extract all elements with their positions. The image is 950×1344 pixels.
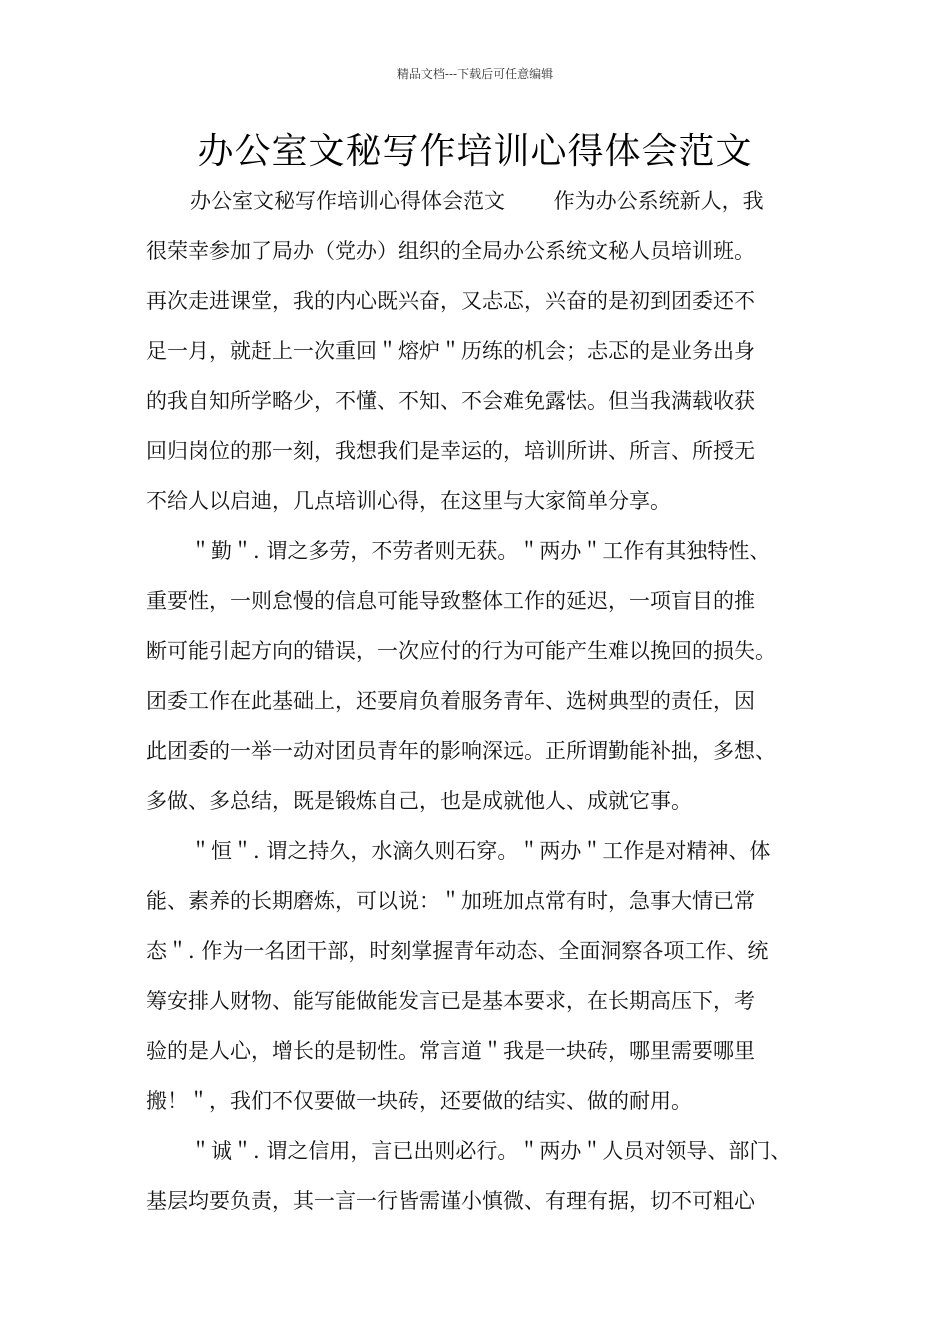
- body-line: ＂恒＂. 谓之持久，水滴久则石穿。＂两办＂工作是对精神、体: [190, 839, 771, 863]
- body-line: 回归岗位的那一刻，我想我们是幸运的，培训所讲、所言、所授无: [146, 439, 755, 463]
- body-line: 足一月，就赶上一次重回＂熔炉＂历练的机会；忐忑的是业务出身: [146, 339, 755, 363]
- body-line: 验的是人心，增长的是韧性。常言道＂我是一块砖，哪里需要哪里: [146, 1039, 755, 1063]
- body-line: 再次走进课堂，我的内心既兴奋，又忐忑，兴奋的是初到团委还不: [146, 289, 755, 313]
- document-body: [146, 176, 826, 1226]
- body-line: 很荣幸参加了局办（党办）组织的全局办公系统文秘人员培训班。: [146, 239, 755, 263]
- body-line: 能、素养的长期磨炼，可以说：＂加班加点常有时，急事大情已常: [146, 889, 755, 913]
- body-line: 多做、多总结，既是锻炼自己，也是成就他人、成就它事。: [146, 789, 692, 813]
- body-line: 此团委的一举一动对团员青年的影响深远。正所谓勤能补拙，多想、: [146, 739, 776, 763]
- body-line: 不给人以启迪，几点培训心得，在这里与大家简单分享。: [146, 489, 671, 513]
- body-line: 办公室文秘写作培训心得体会范文 作为办公系统新人，我: [190, 189, 764, 213]
- body-line: 筹安排人财物、能写能做能发言已是基本要求，在长期高压下，考: [146, 989, 755, 1013]
- document-title: 办公室文秘写作培训心得体会范文: [197, 131, 753, 172]
- body-line: 基层均要负责，其一言一行皆需谨小慎微、有理有据，切不可粗心: [146, 1189, 755, 1213]
- body-line: ＂勤＂. 谓之多劳，不劳者则无获。＂两办＂工作有其独特性、: [190, 539, 771, 563]
- body-line: 重要性，一则怠慢的信息可能导致整体工作的延迟，一项盲目的推: [146, 589, 755, 613]
- body-line: 团委工作在此基础上，还要肩负着服务青年、选树典型的责任，因: [146, 689, 755, 713]
- body-line: 断可能引起方向的错误，一次应付的行为可能产生难以挽回的损失。: [146, 639, 776, 663]
- body-line: 搬！＂，我们不仅要做一块砖，还要做的结实、做的耐用。: [146, 1089, 692, 1113]
- body-line: 的我自知所学略少，不懂、不知、不会难免露怯。但当我满载收获: [146, 389, 755, 413]
- body-line: 态＂. 作为一名团干部，时刻掌握青年动态、全面洞察各项工作、统: [146, 939, 769, 963]
- body-line: ＂诚＂. 谓之信用，言已出则必行。＂两办＂人员对领导、部门、: [190, 1139, 792, 1163]
- page-header: 精品文档---下载后可任意编辑: [396, 67, 554, 81]
